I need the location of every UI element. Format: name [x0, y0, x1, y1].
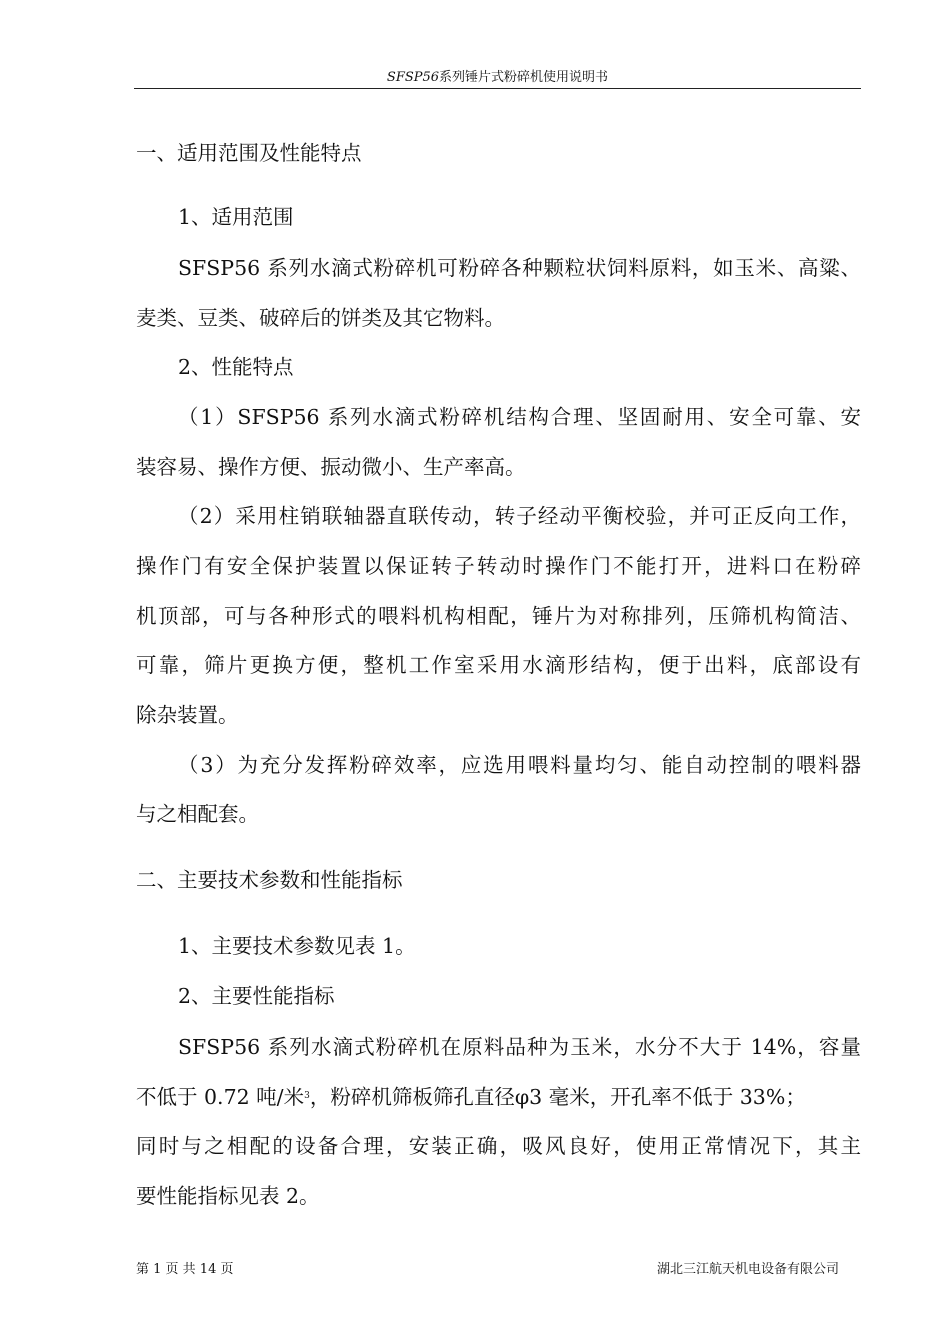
cubic-superscript: 3 [304, 1091, 310, 1101]
paragraph-line: 与之相配套。 [136, 802, 259, 826]
paragraph-line: 同时与之相配的设备合理，安装正确，吸风良好，使用正常情况下，其主 [136, 1134, 861, 1158]
density-text: 不低于 0.72 吨/米 [136, 1085, 305, 1109]
paragraph-line: SFSP56 系列水滴式粉碎机可粉碎各种颗粒状饲料原料，如玉米、高粱、 [178, 256, 861, 280]
page-number: 第 1 页 共 14 页 [136, 1262, 234, 1277]
paragraph-line: （1）SFSP56 系列水滴式粉碎机结构合理、坚固耐用、安全可靠、安 [178, 405, 861, 429]
paragraph-line: 装容易、操作方便、振动微小、生产率高。 [136, 455, 526, 479]
page-header [134, 70, 861, 86]
subsection-2-2-heading: 2、主要性能指标 [178, 984, 335, 1008]
header-model: SFSP56 [386, 70, 440, 85]
subsection-2-1-heading: 1、主要技术参数见表 1。 [178, 934, 416, 958]
header-rule [134, 88, 861, 89]
paragraph-line: SFSP56 系列水滴式粉碎机在原料品种为玉米，水分不大于 14%，容量 [178, 1035, 861, 1059]
header-title: 系列锤片式粉碎机使用说明书 [439, 70, 609, 85]
paragraph-line: 要性能指标见表 2。 [136, 1184, 320, 1208]
paragraph-line: 可靠，筛片更换方便，整机工作室采用水滴形结构，便于出料，底部设有 [136, 653, 861, 677]
section-2-heading: 二、主要技术参数和性能指标 [136, 868, 403, 892]
paragraph-line: 除杂装置。 [136, 703, 239, 727]
paragraph-line: （2）采用柱销联轴器直联传动，转子经动平衡校验，并可正反向工作， [178, 504, 861, 528]
section-1-heading: 一、适用范围及性能特点 [136, 141, 362, 165]
subsection-1-2-heading: 2、性能特点 [178, 355, 294, 379]
paragraph-line: 机顶部，可与各种形式的喂料机构相配，锤片为对称排列，压筛机构简洁、 [136, 604, 861, 628]
paragraph-line: （3）为充分发挥粉碎效率，应选用喂料量均匀、能自动控制的喂料器 [178, 753, 861, 777]
paragraph-line: 麦类、豆类、破碎后的饼类及其它物料。 [136, 306, 505, 330]
paragraph-line [136, 1083, 861, 1110]
subsection-1-1-heading: 1、适用范围 [178, 205, 294, 229]
paragraph-line: 操作门有安全保护装置以保证转子转动时操作门不能打开，进料口在粉碎 [136, 554, 861, 578]
sieve-text: ，粉碎机筛板筛孔直径φ3 毫米，开孔率不低于 33%； [309, 1085, 806, 1109]
company-name: 湖北三江航天机电设备有限公司 [656, 1262, 839, 1277]
